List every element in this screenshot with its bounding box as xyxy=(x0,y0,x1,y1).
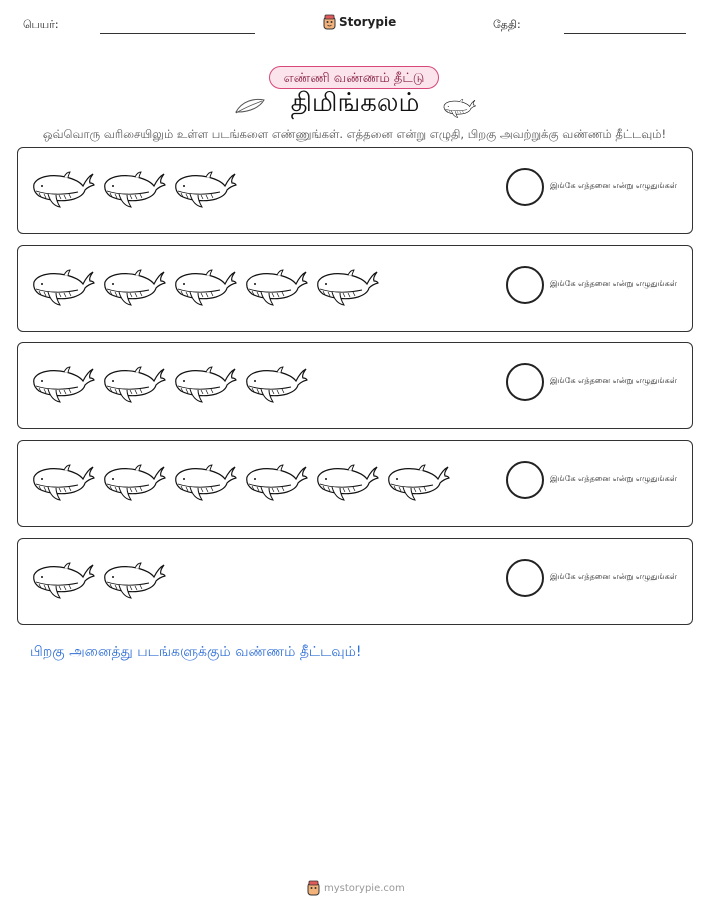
final-instruction: பிறகு அனைத்து படங்களுக்கும் வண்ணம் தீட்டவும்! xyxy=(30,644,362,660)
footer-url: mystorypie.com xyxy=(324,882,405,894)
whale-icon[interactable] xyxy=(314,457,379,501)
write-count-label: இங்கே எத்தனை என்று எழுதுங்கள் xyxy=(550,572,677,581)
date-label: தேதி: xyxy=(493,18,521,31)
whale-group xyxy=(30,555,166,599)
answer-circle[interactable] xyxy=(506,461,544,499)
write-count-label: இங்கே எத்தனை என்று எழுதுங்கள் xyxy=(550,181,677,190)
whale-icon[interactable] xyxy=(314,262,379,306)
count-row xyxy=(17,245,693,332)
activity-badge: எண்ணி வண்ணம் தீட்டு xyxy=(269,66,439,89)
whale-group xyxy=(30,457,450,501)
whale-icon[interactable] xyxy=(101,164,166,208)
whale-group xyxy=(30,359,308,403)
whale-icon[interactable] xyxy=(30,359,95,403)
whale-icon[interactable] xyxy=(30,555,95,599)
answer-circle[interactable] xyxy=(506,363,544,401)
answer-circle[interactable] xyxy=(506,559,544,597)
whale-icon[interactable] xyxy=(101,555,166,599)
whale-icon[interactable] xyxy=(30,262,95,306)
whale-icon[interactable] xyxy=(172,262,237,306)
logo-text: Storypie xyxy=(339,15,397,29)
count-row xyxy=(17,342,693,429)
whale-icon[interactable] xyxy=(172,164,237,208)
write-count-label: இங்கே எத்தனை என்று எழுதுங்கள் xyxy=(550,376,677,385)
whale-icon[interactable] xyxy=(101,359,166,403)
write-count-label: இங்கே எத்தனை என்று எழுதுங்கள் xyxy=(550,474,677,483)
count-row xyxy=(17,147,693,234)
whale-icon xyxy=(442,95,476,118)
whale-icon[interactable] xyxy=(243,359,308,403)
count-row xyxy=(17,538,693,625)
footer xyxy=(307,880,405,896)
whale-icon[interactable] xyxy=(30,164,95,208)
date-line[interactable] xyxy=(564,33,686,34)
storypie-logo xyxy=(323,14,396,30)
whale-icon[interactable] xyxy=(101,457,166,501)
storypie-mascot-icon xyxy=(323,14,336,30)
instruction-text: ஒவ்வொரு வரிசையிலும் உள்ள படங்களை எண்ணுங்கள். எத்தனை என்று எழுதி, பிறகு அவற்றுக்கு வண்ணம் தீட்டவும்! xyxy=(42,127,667,141)
name-line[interactable] xyxy=(100,33,255,34)
answer-circle[interactable] xyxy=(506,266,544,304)
whale-icon[interactable] xyxy=(385,457,450,501)
page-title: திமிங்கலம் xyxy=(290,88,420,118)
whale-icon[interactable] xyxy=(172,457,237,501)
storypie-mascot-icon xyxy=(307,880,320,896)
name-label: பெயர்: xyxy=(23,18,59,31)
whale-group xyxy=(30,262,379,306)
whale-icon[interactable] xyxy=(172,359,237,403)
answer-circle[interactable] xyxy=(506,168,544,206)
write-count-label: இங்கே எத்தனை என்று எழுதுங்கள் xyxy=(550,279,677,288)
whale-group xyxy=(30,164,237,208)
whale-icon[interactable] xyxy=(30,457,95,501)
count-row xyxy=(17,440,693,527)
whale-icon[interactable] xyxy=(243,457,308,501)
whale-icon[interactable] xyxy=(243,262,308,306)
whale-icon[interactable] xyxy=(101,262,166,306)
